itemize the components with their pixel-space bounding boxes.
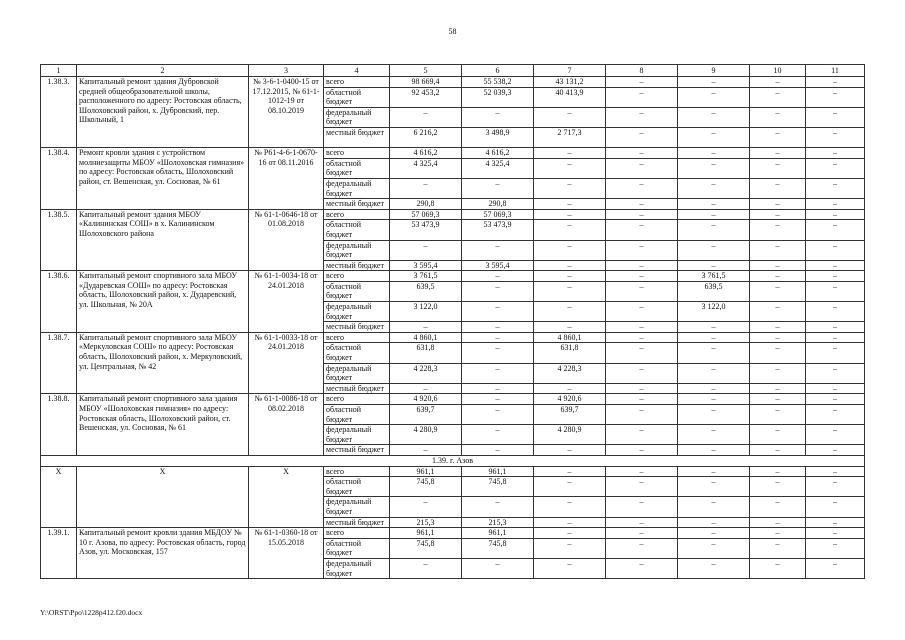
amount-cell: – — [606, 148, 678, 159]
page-number: 58 — [448, 27, 457, 36]
amount-cell: – — [806, 466, 865, 477]
funding-source: местный бюджет — [324, 517, 390, 528]
amount-cell: – — [750, 558, 806, 578]
funding-source: областной бюджет — [324, 158, 390, 178]
amount-cell: – — [390, 445, 462, 456]
amount-cell: – — [606, 322, 678, 333]
amount-cell: – — [806, 302, 865, 322]
amount-cell: – — [750, 405, 806, 425]
column-number: 7 — [534, 65, 606, 77]
amount-cell: – — [750, 302, 806, 322]
amount-cell: – — [678, 538, 750, 558]
amount-cell: – — [462, 332, 534, 343]
item-document: № 61-1-0034-18 от 24.01.2018 — [249, 271, 324, 333]
amount-cell: – — [750, 363, 806, 383]
funding-source: местный бюджет — [324, 383, 390, 394]
amount-cell: – — [534, 107, 606, 127]
amount-cell: 215,3 — [390, 517, 462, 528]
column-number: 5 — [390, 65, 462, 77]
amount-cell: – — [750, 528, 806, 539]
table-row — [41, 394, 865, 405]
column-number: 3 — [249, 65, 324, 77]
funding-source: областной бюджет — [324, 281, 390, 301]
amount-cell: – — [750, 107, 806, 127]
amount-cell: – — [534, 209, 606, 220]
item-document: № 61-1-0033-18 от 24.01.2018 — [249, 332, 324, 394]
amount-cell: 639,7 — [534, 405, 606, 425]
column-number: 11 — [806, 65, 865, 77]
column-number: 2 — [77, 65, 249, 77]
funding-source: федеральный бюджет — [324, 302, 390, 322]
amount-cell: – — [606, 383, 678, 394]
item-id: 1.38.4. — [41, 148, 77, 210]
funding-source: федеральный бюджет — [324, 178, 390, 198]
item-name: Капитальный ремонт здания МБОУ «Калининская СОШ» в х. Калининском Шолоховского района — [77, 209, 249, 271]
amount-cell: – — [750, 445, 806, 456]
amount-cell: – — [750, 260, 806, 271]
amount-cell: – — [462, 271, 534, 282]
amount-cell: – — [806, 107, 865, 127]
amount-cell: – — [750, 517, 806, 528]
amount-cell: 4 280,9 — [534, 425, 606, 445]
amount-cell: – — [606, 394, 678, 405]
amount-cell: – — [678, 240, 750, 260]
amount-cell: – — [390, 558, 462, 578]
amount-cell: 961,1 — [462, 466, 534, 477]
amount-cell: – — [606, 517, 678, 528]
funding-source: местный бюджет — [324, 445, 390, 456]
amount-cell: – — [750, 240, 806, 260]
funding-source: всего — [324, 394, 390, 405]
amount-cell: – — [534, 383, 606, 394]
item-document: № 61-1-0360-18 от 15.05.2018 — [249, 528, 324, 579]
item-name: Х — [77, 466, 249, 528]
table-row — [41, 209, 865, 220]
amount-cell: – — [750, 281, 806, 301]
column-number: 6 — [462, 65, 534, 77]
amount-cell: – — [462, 445, 534, 456]
amount-cell: – — [806, 517, 865, 528]
amount-cell: 4 860,1 — [390, 332, 462, 343]
amount-cell: – — [750, 332, 806, 343]
amount-cell: 631,8 — [534, 343, 606, 363]
amount-cell: – — [806, 148, 865, 159]
amount-cell: – — [678, 363, 750, 383]
amount-cell: – — [534, 538, 606, 558]
amount-cell: – — [534, 220, 606, 240]
amount-cell: 631,8 — [390, 343, 462, 363]
amount-cell: – — [750, 477, 806, 497]
amount-cell: – — [806, 178, 865, 198]
amount-cell: 4 616,2 — [390, 148, 462, 159]
item-name: Капитальный ремонт спортивного зала МБОУ «Дударевская СОШ» по адресу: Ростовская область, Шолоховский район, х. Дударевский, ул. Школьная, № 20А — [77, 271, 249, 333]
column-number: 9 — [678, 65, 750, 77]
item-name: Капитальный ремонт спортивного зала здания МБОУ «Шолоховская гимназия» по адресу: Ростовская область, Шолоховский район, ст. Вешенская, ул. Сосновая, № 61 — [77, 394, 249, 456]
amount-cell: – — [606, 158, 678, 178]
item-id: 1.39.1. — [41, 528, 77, 579]
amount-cell: 639,5 — [390, 281, 462, 301]
column-number: 1 — [41, 65, 77, 77]
amount-cell: – — [806, 260, 865, 271]
amount-cell: – — [534, 260, 606, 271]
amount-cell: – — [678, 466, 750, 477]
amount-cell: – — [678, 405, 750, 425]
amount-cell: 2 717,3 — [534, 127, 606, 147]
funding-source: областной бюджет — [324, 477, 390, 497]
amount-cell: – — [678, 107, 750, 127]
funding-source: федеральный бюджет — [324, 107, 390, 127]
table-row — [41, 466, 865, 477]
amount-cell: – — [678, 127, 750, 147]
amount-cell: – — [462, 178, 534, 198]
amount-cell: – — [750, 158, 806, 178]
amount-cell: – — [606, 178, 678, 198]
amount-cell: 43 131,2 — [534, 77, 606, 88]
amount-cell: – — [606, 87, 678, 107]
amount-cell: – — [606, 405, 678, 425]
amount-cell: – — [462, 405, 534, 425]
amount-cell: 3 595,4 — [390, 260, 462, 271]
amount-cell: – — [750, 199, 806, 210]
amount-cell: – — [678, 260, 750, 271]
funding-source: местный бюджет — [324, 199, 390, 210]
funding-source: всего — [324, 209, 390, 220]
funding-source: всего — [324, 271, 390, 282]
item-name: Капитальный ремонт кровли здания МБДОУ № 10 г. Азова, по адресу: Ростовская область, город Азов, ул. Московская, 157 — [77, 528, 249, 579]
amount-cell: – — [678, 558, 750, 578]
amount-cell: – — [750, 343, 806, 363]
amount-cell: – — [750, 271, 806, 282]
amount-cell: 639,7 — [390, 405, 462, 425]
amount-cell: 3 122,0 — [678, 302, 750, 322]
amount-cell: – — [806, 394, 865, 405]
funding-source: областной бюджет — [324, 220, 390, 240]
item-id: 1.38.5. — [41, 209, 77, 271]
amount-cell: – — [678, 199, 750, 210]
amount-cell: – — [806, 477, 865, 497]
item-document: № 3-6-1-0400-15 от 17.12.2015, № 61-1-1012-19 от 08.10.2019 — [249, 77, 324, 148]
amount-cell: 53 473,9 — [390, 220, 462, 240]
amount-cell: – — [606, 199, 678, 210]
amount-cell: – — [462, 240, 534, 260]
funding-source: местный бюджет — [324, 322, 390, 333]
amount-cell: – — [750, 220, 806, 240]
amount-cell: – — [606, 466, 678, 477]
amount-cell: – — [606, 127, 678, 147]
column-number: 4 — [324, 65, 390, 77]
amount-cell: – — [606, 538, 678, 558]
item-id: 1.38.6. — [41, 271, 77, 333]
amount-cell: – — [806, 240, 865, 260]
funding-source: областной бюджет — [324, 343, 390, 363]
item-id: 1.38.7. — [41, 332, 77, 394]
item-document: Х — [249, 466, 324, 528]
amount-cell: – — [534, 558, 606, 578]
amount-cell: 6 216,2 — [390, 127, 462, 147]
amount-cell: – — [534, 477, 606, 497]
amount-cell: – — [678, 477, 750, 497]
item-document: № Р61-4-6-1-0670-16 от 08.11.2016 — [249, 148, 324, 210]
amount-cell: – — [534, 528, 606, 539]
amount-cell: 4 325,4 — [462, 158, 534, 178]
amount-cell: – — [806, 220, 865, 240]
header-row — [41, 65, 865, 77]
amount-cell: – — [534, 497, 606, 517]
amount-cell: – — [678, 517, 750, 528]
amount-cell: 639,5 — [678, 281, 750, 301]
amount-cell: – — [534, 445, 606, 456]
amount-cell: – — [750, 497, 806, 517]
amount-cell: – — [606, 302, 678, 322]
amount-cell: – — [750, 425, 806, 445]
amount-cell: – — [750, 77, 806, 88]
funding-source: всего — [324, 148, 390, 159]
amount-cell: 4 860,1 — [534, 332, 606, 343]
amount-cell: – — [534, 517, 606, 528]
amount-cell: – — [806, 322, 865, 333]
amount-cell: – — [462, 343, 534, 363]
amount-cell: 52 039,3 — [462, 87, 534, 107]
amount-cell: – — [462, 281, 534, 301]
amount-cell: – — [806, 538, 865, 558]
funding-source: федеральный бюджет — [324, 497, 390, 517]
amount-cell: – — [678, 343, 750, 363]
amount-cell: – — [390, 178, 462, 198]
amount-cell: – — [606, 558, 678, 578]
amount-cell: – — [750, 148, 806, 159]
amount-cell: – — [606, 363, 678, 383]
amount-cell: – — [750, 178, 806, 198]
amount-cell: – — [806, 425, 865, 445]
amount-cell: 40 413,9 — [534, 87, 606, 107]
amount-cell: – — [806, 281, 865, 301]
table-row — [41, 77, 865, 88]
amount-cell: 215,3 — [462, 517, 534, 528]
amount-cell: 961,1 — [390, 528, 462, 539]
amount-cell: 55 538,2 — [462, 77, 534, 88]
amount-cell: – — [534, 199, 606, 210]
amount-cell: – — [750, 383, 806, 394]
amount-cell: – — [462, 322, 534, 333]
funding-source: всего — [324, 528, 390, 539]
amount-cell: 57 069,3 — [462, 209, 534, 220]
amount-cell: – — [606, 271, 678, 282]
funding-source: областной бюджет — [324, 87, 390, 107]
amount-cell: – — [750, 466, 806, 477]
amount-cell: – — [462, 383, 534, 394]
amount-cell: – — [606, 77, 678, 88]
amount-cell: – — [390, 107, 462, 127]
amount-cell: – — [390, 497, 462, 517]
funding-source: всего — [324, 466, 390, 477]
table-row — [41, 148, 865, 159]
amount-cell: – — [678, 497, 750, 517]
amount-cell: 3 122,0 — [390, 302, 462, 322]
amount-cell: – — [678, 445, 750, 456]
amount-cell: 745,8 — [462, 538, 534, 558]
amount-cell: – — [806, 363, 865, 383]
amount-cell: 4 280,9 — [390, 425, 462, 445]
amount-cell: – — [678, 178, 750, 198]
funding-source: федеральный бюджет — [324, 558, 390, 578]
amount-cell: – — [462, 302, 534, 322]
amount-cell: – — [678, 148, 750, 159]
amount-cell: – — [806, 445, 865, 456]
table-row — [41, 332, 865, 343]
amount-cell: – — [606, 281, 678, 301]
item-name: Капитальный ремонт здания Дубровской средней общеобразовательной школы, расположенного по адресу: Ростовская область, Шолоховский район, х. Дубровский, пер. Школьный, 1 — [77, 77, 249, 148]
amount-cell: – — [606, 477, 678, 497]
amount-cell: – — [678, 322, 750, 333]
amount-cell: 290,8 — [390, 199, 462, 210]
amount-cell: – — [806, 528, 865, 539]
amount-cell: – — [606, 445, 678, 456]
amount-cell: 745,8 — [390, 477, 462, 497]
item-document: № 61-1-0646-18 от 01.08.2018 — [249, 209, 324, 271]
amount-cell: – — [678, 158, 750, 178]
amount-cell: – — [750, 127, 806, 147]
funding-source: местный бюджет — [324, 127, 390, 147]
funding-source: всего — [324, 77, 390, 88]
funding-source: федеральный бюджет — [324, 240, 390, 260]
amount-cell: 53 473,9 — [462, 220, 534, 240]
amount-cell: – — [534, 148, 606, 159]
amount-cell: – — [462, 107, 534, 127]
amount-cell: 745,8 — [462, 477, 534, 497]
amount-cell: 961,1 — [462, 528, 534, 539]
amount-cell: – — [750, 538, 806, 558]
amount-cell: 4 616,2 — [462, 148, 534, 159]
amount-cell: 4 920,6 — [390, 394, 462, 405]
amount-cell: – — [534, 271, 606, 282]
item-id: 1.38.8. — [41, 394, 77, 456]
amount-cell: – — [678, 87, 750, 107]
funding-source: местный бюджет — [324, 260, 390, 271]
amount-cell: – — [462, 497, 534, 517]
column-number: 10 — [750, 65, 806, 77]
funding-source: федеральный бюджет — [324, 363, 390, 383]
column-number: 8 — [606, 65, 678, 77]
amount-cell: 745,8 — [390, 538, 462, 558]
amount-cell: – — [806, 271, 865, 282]
amount-cell: 4 228,3 — [390, 363, 462, 383]
amount-cell: 3 761,5 — [390, 271, 462, 282]
amount-cell: – — [462, 363, 534, 383]
amount-cell: – — [606, 425, 678, 445]
item-id: 1.38.3. — [41, 77, 77, 148]
amount-cell: – — [678, 425, 750, 445]
amount-cell: – — [606, 240, 678, 260]
amount-cell: – — [678, 220, 750, 240]
amount-cell: – — [390, 240, 462, 260]
item-document: № 61-1-0086-18 от 08.02.2018 — [249, 394, 324, 456]
amount-cell: – — [806, 332, 865, 343]
amount-cell: – — [534, 158, 606, 178]
amount-cell: – — [534, 240, 606, 260]
amount-cell: – — [606, 209, 678, 220]
amount-cell: 98 669,4 — [390, 77, 462, 88]
item-name: Ремонт кровли здания с устройством молниезащиты МБОУ «Шолоховская гимназия» по адресу: Ростовская область, Шолоховский район, ст. Вешенская, ул. Сосновая, № 61 — [77, 148, 249, 210]
amount-cell: 3 498,9 — [462, 127, 534, 147]
amount-cell: – — [534, 281, 606, 301]
item-id: Х — [41, 466, 77, 528]
amount-cell: 961,1 — [390, 466, 462, 477]
amount-cell: – — [678, 332, 750, 343]
amount-cell: – — [606, 332, 678, 343]
funding-source: областной бюджет — [324, 538, 390, 558]
amount-cell: – — [806, 405, 865, 425]
amount-cell: – — [678, 528, 750, 539]
amount-cell: – — [534, 178, 606, 198]
amount-cell: – — [806, 497, 865, 517]
amount-cell: – — [806, 158, 865, 178]
amount-cell: – — [806, 209, 865, 220]
amount-cell: – — [606, 343, 678, 363]
amount-cell: – — [806, 77, 865, 88]
amount-cell: – — [606, 260, 678, 271]
amount-cell: 4 920,6 — [534, 394, 606, 405]
amount-cell: – — [806, 343, 865, 363]
amount-cell: – — [462, 425, 534, 445]
budget-table — [40, 64, 865, 579]
amount-cell: – — [750, 394, 806, 405]
amount-cell: – — [606, 220, 678, 240]
section-row — [41, 455, 865, 466]
amount-cell: 4 228,3 — [534, 363, 606, 383]
footer-path: Y:\ORST\Ppo\1228p412.f20.docx — [40, 608, 143, 617]
table-row — [41, 528, 865, 539]
amount-cell: – — [606, 107, 678, 127]
item-name: Капитальный ремонт спортивного зала МБОУ «Меркуловская СОШ» по адресу: Ростовская область, Шолоховский район, х. Меркуловский, ул. Центральная, № 42 — [77, 332, 249, 394]
funding-source: всего — [324, 332, 390, 343]
amount-cell: – — [462, 394, 534, 405]
amount-cell: – — [606, 497, 678, 517]
amount-cell: 92 453,2 — [390, 87, 462, 107]
amount-cell: – — [678, 77, 750, 88]
amount-cell: – — [390, 383, 462, 394]
amount-cell: – — [390, 322, 462, 333]
amount-cell: – — [806, 383, 865, 394]
amount-cell: – — [750, 87, 806, 107]
amount-cell: – — [534, 302, 606, 322]
amount-cell: – — [806, 127, 865, 147]
amount-cell: 4 325,4 — [390, 158, 462, 178]
amount-cell: 3 595,4 — [462, 260, 534, 271]
funding-source: областной бюджет — [324, 405, 390, 425]
funding-source: федеральный бюджет — [324, 425, 390, 445]
amount-cell: – — [750, 322, 806, 333]
amount-cell: – — [606, 528, 678, 539]
amount-cell: – — [806, 199, 865, 210]
amount-cell: – — [462, 558, 534, 578]
table-row — [41, 271, 865, 282]
amount-cell: – — [750, 209, 806, 220]
amount-cell: – — [534, 466, 606, 477]
amount-cell: 3 761,5 — [678, 271, 750, 282]
amount-cell: 290,8 — [462, 199, 534, 210]
amount-cell: – — [806, 558, 865, 578]
section-title: 1.39. г. Азов — [41, 455, 865, 466]
amount-cell: – — [678, 394, 750, 405]
amount-cell: 57 069,3 — [390, 209, 462, 220]
amount-cell: – — [534, 322, 606, 333]
amount-cell: – — [678, 209, 750, 220]
amount-cell: – — [678, 383, 750, 394]
amount-cell: – — [806, 87, 865, 107]
